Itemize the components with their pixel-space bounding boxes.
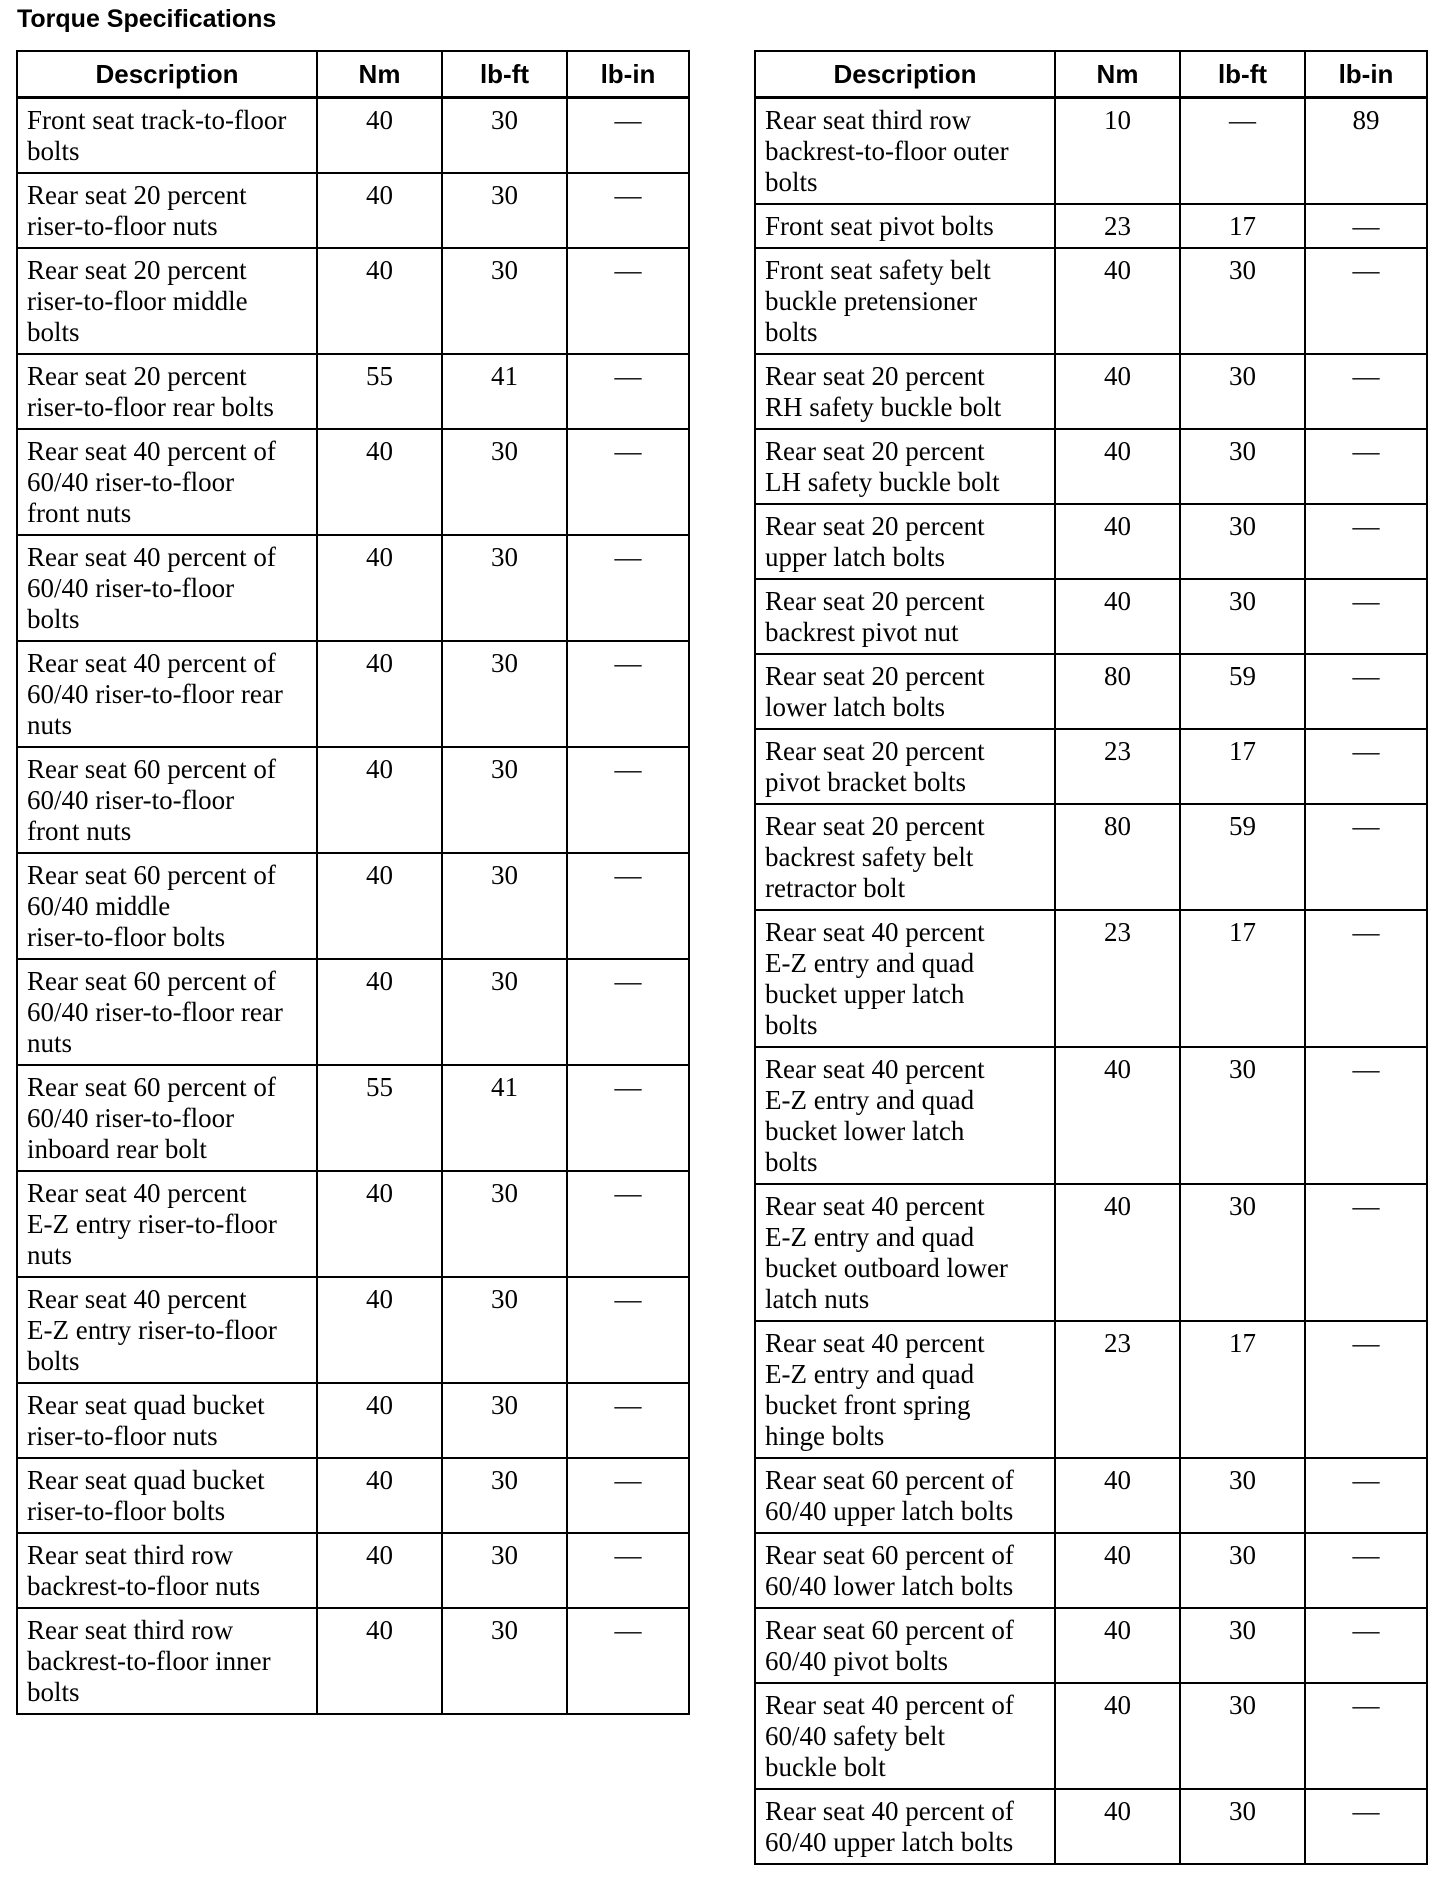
cell-lb-in: — — [1305, 910, 1427, 1047]
cell-description: Rear seat 20 percent upper latch bolts — [755, 504, 1055, 579]
cell-lb-in: — — [567, 853, 689, 959]
cell-lb-ft: 17 — [1180, 910, 1305, 1047]
cell-description: Rear seat 60 percent of 60/40 upper latch bolts — [755, 1458, 1055, 1533]
cell-description: Rear seat 40 percent of 60/40 riser-to-floor rear nuts — [17, 641, 317, 747]
table-row — [17, 98, 689, 174]
cell-nm: 40 — [317, 959, 442, 1065]
cell-nm: 40 — [1055, 429, 1180, 504]
cell-nm: 40 — [1055, 1458, 1180, 1533]
cell-nm: 40 — [317, 173, 442, 248]
cell-nm: 40 — [317, 248, 442, 354]
cell-lb-ft: 30 — [1180, 1533, 1305, 1608]
cell-nm: 40 — [1055, 354, 1180, 429]
page-title: Torque Specifications — [17, 5, 277, 33]
cell-lb-in: — — [1305, 1683, 1427, 1789]
cell-lb-ft: 30 — [442, 959, 567, 1065]
cell-nm: 40 — [317, 1277, 442, 1383]
cell-lb-ft: 30 — [442, 173, 567, 248]
table-row — [17, 1533, 689, 1608]
cell-nm: 40 — [317, 429, 442, 535]
cell-lb-ft: 30 — [442, 1533, 567, 1608]
cell-nm: 55 — [317, 1065, 442, 1171]
cell-description: Rear seat 40 percent E-Z entry and quad bucket upper latch bolts — [755, 910, 1055, 1047]
cell-lb-ft: 30 — [1180, 1047, 1305, 1184]
cell-nm: 40 — [317, 1383, 442, 1458]
table-row — [17, 641, 689, 747]
cell-description: Rear seat third row backrest-to-floor nuts — [17, 1533, 317, 1608]
cell-nm: 40 — [317, 98, 442, 174]
cell-lb-ft: 30 — [442, 1383, 567, 1458]
cell-nm: 40 — [317, 641, 442, 747]
table-row — [17, 747, 689, 853]
table-row — [755, 1184, 1427, 1321]
column-header-description: Description — [755, 51, 1055, 98]
cell-lb-ft: 30 — [442, 1608, 567, 1714]
cell-lb-in: — — [567, 248, 689, 354]
table-row — [17, 1277, 689, 1383]
column-header-nm: Nm — [317, 51, 442, 98]
table-row — [755, 579, 1427, 654]
cell-lb-ft: 30 — [1180, 504, 1305, 579]
table-row — [755, 504, 1427, 579]
column-header-lb-ft: lb-ft — [442, 51, 567, 98]
cell-description: Rear seat 20 percent riser-to-floor nuts — [17, 173, 317, 248]
cell-lb-in: — — [567, 641, 689, 747]
table-row — [755, 1458, 1427, 1533]
table-row — [17, 959, 689, 1065]
column-header-description: Description — [17, 51, 317, 98]
cell-lb-in: — — [567, 98, 689, 174]
cell-description: Rear seat third row backrest-to-floor outer bolts — [755, 98, 1055, 205]
cell-lb-ft: 30 — [1180, 579, 1305, 654]
cell-description: Rear seat 40 percent E-Z entry and quad bucket front spring hinge bolts — [755, 1321, 1055, 1458]
cell-lb-in: — — [1305, 1533, 1427, 1608]
cell-nm: 10 — [1055, 98, 1180, 205]
table-row — [755, 1683, 1427, 1789]
cell-nm: 23 — [1055, 1321, 1180, 1458]
cell-lb-ft: 17 — [1180, 1321, 1305, 1458]
cell-nm: 40 — [1055, 504, 1180, 579]
cell-lb-ft: 30 — [442, 535, 567, 641]
cell-nm: 40 — [1055, 1608, 1180, 1683]
cell-description: Rear seat 20 percent backrest pivot nut — [755, 579, 1055, 654]
cell-description: Rear seat 40 percent E-Z entry riser-to-floor bolts — [17, 1277, 317, 1383]
column-header-lb-in: lb-in — [567, 51, 689, 98]
table-row — [755, 354, 1427, 429]
cell-lb-in: — — [567, 959, 689, 1065]
cell-description: Rear seat 40 percent of 60/40 riser-to-floor front nuts — [17, 429, 317, 535]
table-row — [17, 1458, 689, 1533]
cell-lb-ft: 30 — [442, 853, 567, 959]
table-header-row — [755, 51, 1427, 98]
cell-description: Rear seat 40 percent E-Z entry riser-to-floor nuts — [17, 1171, 317, 1277]
cell-lb-ft: 30 — [442, 747, 567, 853]
cell-lb-in: — — [1305, 504, 1427, 579]
table-row — [755, 1789, 1427, 1864]
cell-lb-in: — — [567, 1171, 689, 1277]
cell-lb-in: — — [567, 173, 689, 248]
cell-lb-in: — — [567, 1458, 689, 1533]
cell-lb-in: — — [1305, 1184, 1427, 1321]
cell-description: Rear seat 40 percent E-Z entry and quad bucket lower latch bolts — [755, 1047, 1055, 1184]
cell-lb-ft: 30 — [1180, 354, 1305, 429]
cell-lb-ft: 41 — [442, 354, 567, 429]
table-header-row — [17, 51, 689, 98]
cell-nm: 40 — [317, 535, 442, 641]
cell-lb-ft: 59 — [1180, 804, 1305, 910]
table-row — [755, 429, 1427, 504]
cell-lb-ft: 30 — [442, 98, 567, 174]
cell-lb-in: — — [1305, 429, 1427, 504]
cell-description: Rear seat 20 percent riser-to-floor rear bolts — [17, 354, 317, 429]
cell-description: Rear seat 60 percent of 60/40 pivot bolts — [755, 1608, 1055, 1683]
cell-lb-ft: 30 — [1180, 1789, 1305, 1864]
table-row — [17, 1608, 689, 1714]
cell-lb-ft: 30 — [1180, 1608, 1305, 1683]
table-row — [17, 535, 689, 641]
table-row — [17, 1171, 689, 1277]
cell-lb-in: 89 — [1305, 98, 1427, 205]
cell-lb-ft: 30 — [442, 641, 567, 747]
cell-lb-ft: 30 — [442, 429, 567, 535]
table-row — [17, 853, 689, 959]
column-header-nm: Nm — [1055, 51, 1180, 98]
cell-nm: 40 — [1055, 1047, 1180, 1184]
torque-table-left — [16, 50, 690, 1715]
cell-lb-in: — — [1305, 248, 1427, 354]
cell-lb-in: — — [1305, 1047, 1427, 1184]
table-row — [755, 1321, 1427, 1458]
cell-description: Front seat track-to-floor bolts — [17, 98, 317, 174]
cell-lb-ft: 30 — [1180, 1458, 1305, 1533]
cell-description: Rear seat quad bucket riser-to-floor bolts — [17, 1458, 317, 1533]
table-row — [755, 204, 1427, 248]
cell-lb-in: — — [567, 1065, 689, 1171]
cell-nm: 23 — [1055, 204, 1180, 248]
cell-description: Rear seat 60 percent of 60/40 riser-to-floor front nuts — [17, 747, 317, 853]
cell-lb-in: — — [567, 1277, 689, 1383]
cell-lb-ft: 30 — [442, 1458, 567, 1533]
cell-lb-ft: 17 — [1180, 729, 1305, 804]
cell-lb-ft: 30 — [1180, 1184, 1305, 1321]
cell-description: Rear seat 40 percent of 60/40 safety belt buckle bolt — [755, 1683, 1055, 1789]
table-row — [755, 804, 1427, 910]
cell-description: Front seat safety belt buckle pretensioner bolts — [755, 248, 1055, 354]
cell-lb-in: — — [1305, 1789, 1427, 1864]
table-row — [17, 1065, 689, 1171]
cell-lb-in: — — [567, 1383, 689, 1458]
table-row — [17, 173, 689, 248]
table-row — [17, 248, 689, 354]
cell-lb-in: — — [1305, 354, 1427, 429]
cell-description: Front seat pivot bolts — [755, 204, 1055, 248]
table-row — [755, 1533, 1427, 1608]
cell-lb-ft: 59 — [1180, 654, 1305, 729]
cell-lb-in: — — [567, 354, 689, 429]
cell-lb-in: — — [1305, 729, 1427, 804]
table-row — [755, 1608, 1427, 1683]
cell-description: Rear seat 20 percent RH safety buckle bolt — [755, 354, 1055, 429]
cell-description: Rear seat 60 percent of 60/40 lower latch bolts — [755, 1533, 1055, 1608]
cell-nm: 40 — [1055, 1184, 1180, 1321]
cell-nm: 40 — [317, 853, 442, 959]
table-row — [755, 910, 1427, 1047]
cell-description: Rear seat 20 percent lower latch bolts — [755, 654, 1055, 729]
cell-lb-in: — — [1305, 579, 1427, 654]
cell-description: Rear seat 20 percent backrest safety belt retractor bolt — [755, 804, 1055, 910]
cell-description: Rear seat 20 percent pivot bracket bolts — [755, 729, 1055, 804]
cell-nm: 80 — [1055, 654, 1180, 729]
cell-nm: 80 — [1055, 804, 1180, 910]
torque-table-right — [754, 50, 1428, 1865]
column-header-lb-ft: lb-ft — [1180, 51, 1305, 98]
cell-nm: 40 — [1055, 1789, 1180, 1864]
cell-lb-in: — — [1305, 1321, 1427, 1458]
table-row — [755, 1047, 1427, 1184]
column-header-lb-in: lb-in — [1305, 51, 1427, 98]
cell-description: Rear seat 60 percent of 60/40 riser-to-floor inboard rear bolt — [17, 1065, 317, 1171]
cell-description: Rear seat 60 percent of 60/40 middle riser-to-floor bolts — [17, 853, 317, 959]
cell-lb-in: — — [567, 1533, 689, 1608]
cell-description: Rear seat quad bucket riser-to-floor nuts — [17, 1383, 317, 1458]
cell-lb-in: — — [567, 429, 689, 535]
table-row — [17, 429, 689, 535]
cell-lb-in: — — [1305, 204, 1427, 248]
cell-lb-ft: 41 — [442, 1065, 567, 1171]
cell-lb-in: — — [1305, 1608, 1427, 1683]
cell-nm: 40 — [1055, 1683, 1180, 1789]
cell-nm: 40 — [1055, 1533, 1180, 1608]
table-row — [17, 354, 689, 429]
cell-lb-in: — — [1305, 1458, 1427, 1533]
cell-lb-in: — — [567, 535, 689, 641]
cell-nm: 40 — [317, 747, 442, 853]
cell-description: Rear seat 40 percent E-Z entry and quad bucket outboard lower latch nuts — [755, 1184, 1055, 1321]
cell-nm: 40 — [1055, 579, 1180, 654]
cell-lb-ft: 30 — [442, 1171, 567, 1277]
table-row — [755, 248, 1427, 354]
cell-description: Rear seat 20 percent riser-to-floor middle bolts — [17, 248, 317, 354]
cell-lb-ft: 30 — [1180, 248, 1305, 354]
cell-lb-ft: 30 — [1180, 429, 1305, 504]
table-row — [17, 1383, 689, 1458]
cell-lb-ft: 17 — [1180, 204, 1305, 248]
table-row — [755, 98, 1427, 205]
cell-lb-ft: — — [1180, 98, 1305, 205]
cell-nm: 40 — [317, 1533, 442, 1608]
cell-nm: 23 — [1055, 910, 1180, 1047]
cell-lb-in: — — [567, 747, 689, 853]
cell-description: Rear seat third row backrest-to-floor inner bolts — [17, 1608, 317, 1714]
cell-lb-ft: 30 — [442, 1277, 567, 1383]
cell-description: Rear seat 40 percent of 60/40 upper latch bolts — [755, 1789, 1055, 1864]
cell-description: Rear seat 40 percent of 60/40 riser-to-floor bolts — [17, 535, 317, 641]
cell-nm: 40 — [317, 1458, 442, 1533]
cell-description: Rear seat 20 percent LH safety buckle bolt — [755, 429, 1055, 504]
cell-lb-ft: 30 — [442, 248, 567, 354]
cell-lb-in: — — [567, 1608, 689, 1714]
cell-description: Rear seat 60 percent of 60/40 riser-to-floor rear nuts — [17, 959, 317, 1065]
cell-nm: 40 — [1055, 248, 1180, 354]
cell-nm: 23 — [1055, 729, 1180, 804]
cell-nm: 55 — [317, 354, 442, 429]
cell-nm: 40 — [317, 1608, 442, 1714]
table-row — [755, 654, 1427, 729]
table-row — [755, 729, 1427, 804]
cell-lb-ft: 30 — [1180, 1683, 1305, 1789]
cell-lb-in: — — [1305, 654, 1427, 729]
cell-lb-in: — — [1305, 804, 1427, 910]
cell-nm: 40 — [317, 1171, 442, 1277]
